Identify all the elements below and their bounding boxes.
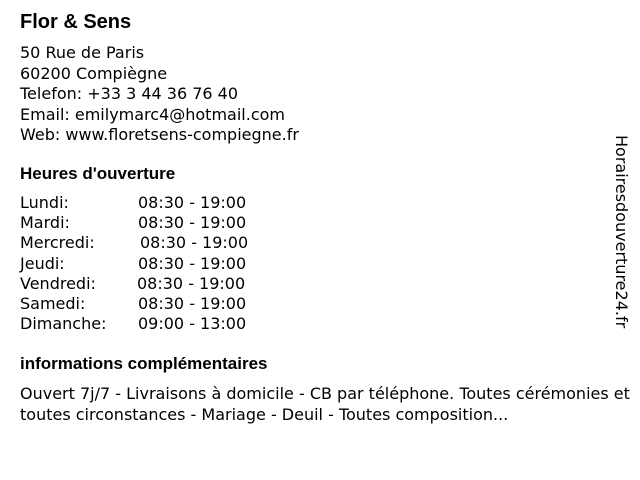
watermark-text: Horairesdouverture24.fr [612, 135, 631, 329]
hours-heading: Heures d'ouverture [20, 164, 176, 183]
day-label: Mercredi: [20, 233, 95, 253]
day-label: Samedi: [20, 294, 86, 314]
address-city: 60200 Compiègne [20, 63, 168, 83]
day-label: Lundi: [20, 193, 69, 212]
time-range: 08:30 - 19:00 [138, 294, 247, 314]
hours-row [20, 314, 248, 334]
info-heading: informations complémentaires [20, 354, 268, 373]
email-line: Email: emilymarc4@hotmail.com [20, 104, 285, 124]
time-range: 09:00 - 13:00 [138, 314, 247, 334]
time-range: 08:30 - 19:00 [138, 193, 247, 212]
hours-row [20, 233, 248, 253]
day-label: Vendredi: [20, 273, 96, 293]
business-name: Flor & Sens [20, 11, 132, 33]
hours-row [20, 274, 248, 294]
hours-row [20, 193, 248, 213]
address-street: 50 Rue de Paris [20, 43, 145, 62]
hours-row [20, 254, 248, 274]
day-label: Mardi: [20, 213, 70, 233]
hours-table [20, 193, 248, 334]
phone-line: Telefon: +33 3 44 36 76 40 [20, 84, 239, 103]
time-range: 08:30 - 19:00 [138, 213, 247, 233]
info-description: Ouvert 7j/7 - Livraisons à domicile - CB par téléphone. Toutes cérémonies et toutes circonstances - Mariage - Deuil - Toutes composition... [20, 384, 630, 424]
contact-block [20, 43, 299, 146]
hours-row [20, 213, 248, 233]
time-range: 08:30 - 19:00 [138, 253, 247, 273]
hours-row [20, 294, 248, 314]
day-label: Jeudi: [20, 253, 65, 273]
time-range: 08:30 - 19:00 [137, 273, 246, 293]
website-line: Web: www.floretsens-compiegne.fr [20, 125, 299, 144]
time-range: 08:30 - 19:00 [140, 233, 249, 253]
day-label: Dimanche: [20, 314, 107, 334]
